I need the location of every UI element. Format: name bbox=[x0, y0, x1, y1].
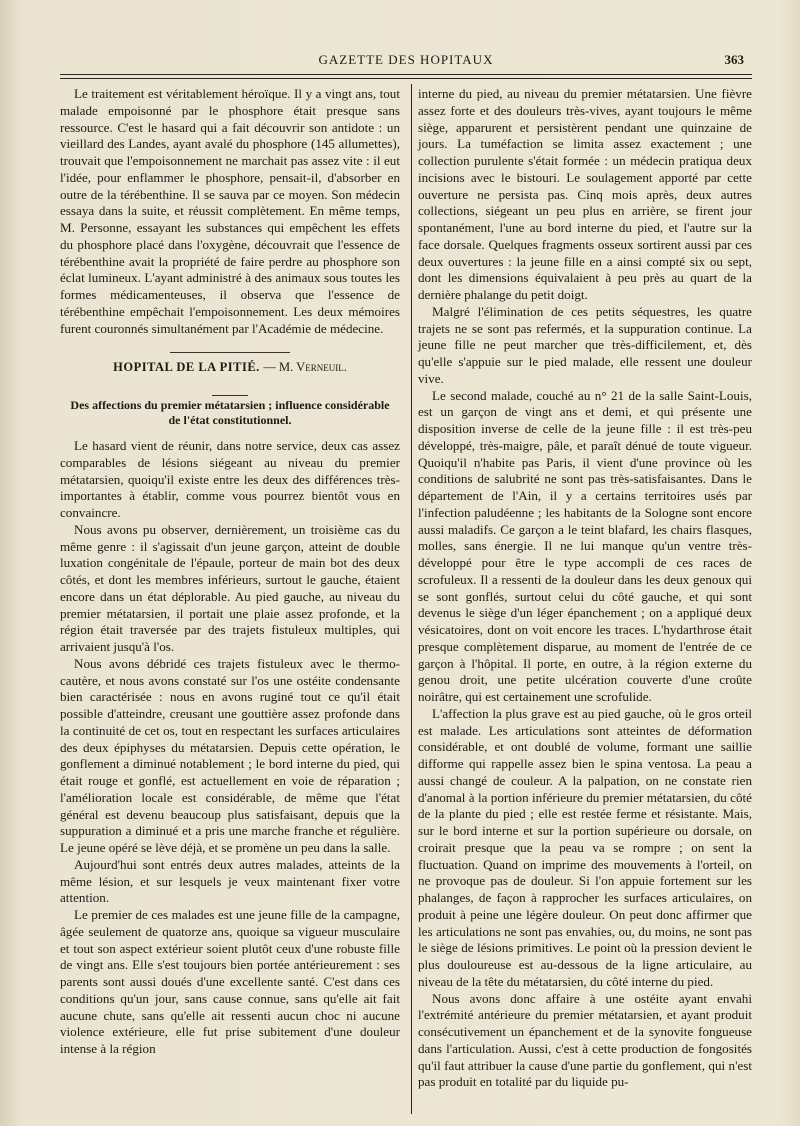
section-author: — M. Verneuil. bbox=[263, 360, 347, 375]
right-column bbox=[418, 86, 752, 1091]
section-title bbox=[60, 359, 400, 376]
article-paragraph: Malgré l'élimination de ces petits séquestres, les quatre trajets ne se sont pas refermés, et la suppuration continue. La jeune fille ne peut marcher que très-difficilement, et, dès qu'elle s'appuie sur le pied malade, elle ressent une douleur vive. bbox=[418, 303, 752, 386]
header-rule-top bbox=[60, 74, 752, 75]
article-paragraph: Nous avons pu observer, dernièrement, un troisième cas du même genre : il s'agissait d'un jeune garçon, atteint de double luxation congénitale de l'épaule, porteur de main bot des deux côtés, et dont les membres inférieurs, surtout le gauche, étaient encore dans un état déplorable. Au pied gauche, au niveau du premier métatarsien, il portait une plaie assez profonde, et la région était traversée par des trajets fistuleux multiples, qui arrivaient jusqu'à l'os. bbox=[60, 521, 400, 654]
journal-title: GAZETTE DES HOPITAUX bbox=[318, 52, 494, 67]
article-subheading: Des affections du premier métatarsien ; influence considérable de l'état constitutionnel. bbox=[70, 398, 390, 427]
article-paragraph: Le premier de ces malades est une jeune fille de la campagne, âgée seulement de quatorze ans, quoique sa vigueur musculaire et tout son aspect extérieur soient plutôt ceux d'une robuste fille de vingt ans. Elle s'est toujours bien portée antérieurement : ses parents sont aussi doués d'une excellente santé. C'est dans ces conditions qu'un jour, sans cause connue, sans qu'elle ait fait aucune chute, sans qu'elle ait ressenti aucun choc ni aucune violence extérieure, elle fut prise subitement d'une douleur intense à la région bbox=[60, 907, 400, 1056]
section-separator bbox=[60, 343, 400, 351]
section-hospital: HOPITAL DE LA PITIÉ. bbox=[113, 360, 260, 375]
article-paragraph: Aujourd'hui sont entrés deux autres malades, atteints de la même lésion, et sur lesquels je veux maintenant fixer votre attention. bbox=[60, 856, 400, 906]
page-number: 363 bbox=[724, 52, 744, 67]
left-column bbox=[60, 86, 400, 1058]
article-paragraph: Le second malade, couché au n° 21 de la salle Saint-Louis, est un garçon de vingt ans et demi, et qui présente une disposition inverse de celle de la jeune fille : il est très-peu développé, très-maigre, pâle, et paraît dénué de toute vigueur. Quoiqu'il n'habite pas Paris, il vient d'une province où les conditions de salubrité ne sont pas très-satisfaisantes. Dans le département de l'Ain, il y a certains territoires usés par l'infection paludéenne ; les habitants de la Sologne sont encore aussi maladifs. Ce garçon a le teint blafard, les chairs flasques, molles, sans énergie. Il ne lui manque qu'un ventre très-développé pour être le type accompli de ces races de scrofuleux. Il a ressenti de la douleur dans les deux genoux qui se sont gonflés, surtout celui du côté gauche, et qui sont devenus le siège d'un léger épanchement ; on a appliqué deux vésicatoires, dont on voit encore les traces. L'hydarthrose était presque complètement disparue, au moment de l'entrée de ce garçon à l'hôpital. Il porte, en outre, à la région externe du genou droit, une petite ulcération couverte d'une croûte noirâtre, qui est certainement une scrofulide. bbox=[418, 387, 752, 704]
page-header bbox=[60, 50, 752, 70]
column-divider bbox=[411, 84, 412, 1114]
article-paragraph: interne du pied, au niveau du premier métatarsien. Une fièvre assez forte et des douleurs très-vives, ayant toujours le même siège, apparurent et persistèrent pendant une quinzaine de jours. La tuméfaction se limita assez exactement ; une collection purulente s'était formée : un médecin pratiqua deux incisions avec le bistouri. Le soulagement apporté par cette ouverture ne persista pas. Cinq mois après, deux autres collections, siégeant un peu plus en arrière, se firent jour spontanément, l'une au bord interne du pied, et l'autre sur la face dorsale. Quelques fragments osseux sortirent aussi par ces deux ouvertures : la jeune fille en a ainsi compté six ou sept, dont les dimensions équivalaient à peu près au quart de la dernière phalange du petit doigt. bbox=[418, 86, 752, 302]
header-rule-bottom bbox=[60, 78, 752, 79]
subheading-rule bbox=[60, 384, 400, 394]
article-paragraph: Nous avons donc affaire à une ostéite ayant envahi l'extrémité antérieure du premier métatarsien, et ayant produit consécutivement un épanchement et de la synovite fongueuse dans l'articulation. Aussi, c'est à cette production de fongosités qu'il faut attribuer la cause d'une partie du gonflement, qui n'est pas produit en totalité par du liquide pu- bbox=[418, 990, 752, 1090]
article-paragraph: Nous avons débridé ces trajets fistuleux avec le thermo-cautère, et nous avons constaté sur l'os une ostéite condensante bien caractérisée : nous en avons ruginé tout ce qu'il était possible d'atteindre, creusant une gouttière assez profonde dans la continuité de cet os, tout en respectant les surfaces articulaires des deux épiphyses du métatarsien. Depuis cette opération, le gonflement a diminué notablement ; le bord interne du pied, qui était rouge et gonflé, est actuellement en voie de réparation ; l'amélioration locale est considérable, de même que l'état général est devenu beaucoup plus satisfaisant, depuis que la suppuration a diminué et a pris une marche franche et régulière. Le jeune opéré se lève déjà, et se promène un peu dans la salle. bbox=[60, 655, 400, 855]
intro-paragraph: Le traitement est véritablement héroïque. Il y a vingt ans, tout malade empoisonné par le phosphore était presque sans ressource. C'est le hasard qui a fait découvrir son antidote : un vieillard des Landes, ayant avalé du phosphore (145 allumettes), trouvait que l'empoisonnement ne marchait pas assez vite : il eut l'idée, pour enflammer le phosphore, pensait-il, d'absorber en outre de la térébenthine. Il se sauva par ce moyen. Son médecin essaya dans la suite, et réussit complètement. En même temps, M. Personne, essayant les substances qui empêchent les effets du phosphore placé dans l'oxygène, découvrait que l'essence de térébenthine avait la propriété de faire perdre au phosphore son éclat lumineux. L'ayant administré à des animaux sous toutes les formes médicamenteuses, il observa que l'essence de térébenthine empêchait l'empoisonnement. Les deux mémoires furent couronnés simultanément par l'Académie de médecine. bbox=[60, 86, 400, 336]
article-paragraph: Le hasard vient de réunir, dans notre service, deux cas assez comparables de lésions siégeant au niveau du premier métatarsien, quoiqu'il existe entre les deux des différences très-importantes à établir, comme vous pourrez bientôt vous en convaincre. bbox=[60, 438, 400, 520]
article-paragraph: L'affection la plus grave est au pied gauche, où le gros orteil est malade. Les articulations sont atteintes de déformation considérable, et ont doublé de volume, formant une saillie difforme qui rappelle assez bien le spina ventosa. La peau a aussi changé de couleur. A la palpation, on ne constate rien d'anomal à la portion inférieure du premier métatarsien, du côté de la plante du pied ; elle est restée ferme et résistante. Mais, sur le bord interne et sur la portion supérieure ou dorsale, on croirait presque que la peau va se rompre ; on sent la fluctuation. Quand on imprime des mouvements à l'orteil, on ne provoque pas de douleur. Si l'on appuie fortement sur les phalanges, de façon à rapprocher les surfaces articulaires, on produit à peine une légère douleur. On peut donc affirmer que les articulations ne sont pas envahies, ou, du moins, ne sont pas le siège de lésions primitives. Le point où la pression devient le plus douloureuse est au-dessous de la ligne articulaire, au niveau de la tête du métatarsien, du côté interne du pied. bbox=[418, 705, 752, 989]
